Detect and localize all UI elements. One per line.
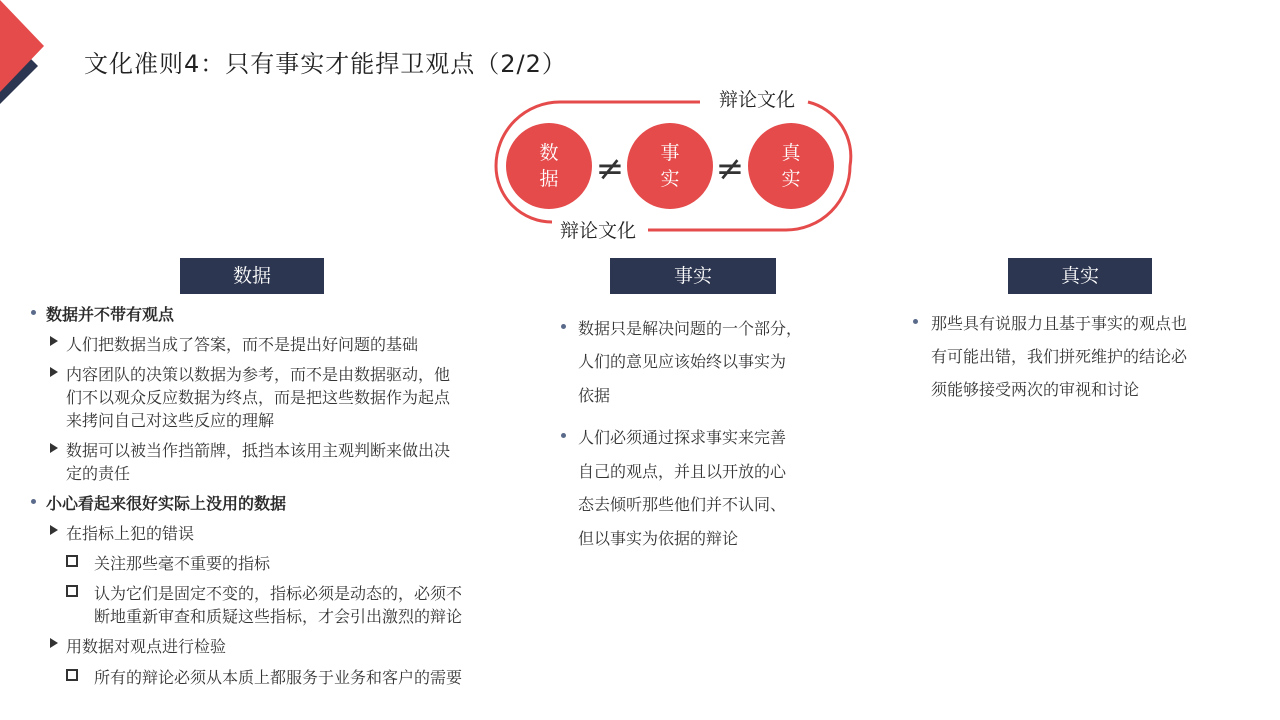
fact-p1-line1: 数据只是解决问题的一个部分， [578, 319, 803, 338]
square-bullet [66, 555, 78, 567]
data-subsub-2-line2: 断地重新审查和质疑这些指标，才会引出激烈的辩论 [94, 607, 463, 626]
data-sub-5: 用数据对观点进行检验 [66, 637, 227, 656]
data-subsub-2-line1: 认为它们是固定不变的，指标必须是动态的，必须不 [94, 584, 463, 603]
header-data: 数据 [180, 258, 324, 294]
data-sub-2-line1: 内容团队的决策以数据为参考，而不是由数据驱动，他 [66, 365, 451, 384]
circle-fact-line1: 事 [660, 142, 680, 164]
circle-data-line2: 据 [539, 168, 559, 190]
data-sub-1: 人们把数据当成了答案，而不是提出好问题的基础 [66, 335, 419, 354]
arrow-bullet [50, 367, 58, 377]
fact-p2-line2: 自己的观点，并且以开放的心 [578, 462, 787, 481]
circle-data-line1: 数 [539, 142, 559, 164]
data-sub-3-line1: 数据可以被当作挡箭牌，抵挡本该用主观判断来做出决 [66, 441, 451, 460]
bullet [913, 319, 918, 324]
header-truth: 真实 [1008, 258, 1152, 294]
bullet [31, 310, 36, 315]
truth-p1-line2: 有可能出错，我们拼死维护的结论必 [931, 347, 1188, 366]
header-fact: 事实 [610, 258, 776, 294]
circle-fact-line2: 实 [660, 168, 680, 190]
data-point-2: 小心看起来很好实际上没用的数据 [46, 494, 287, 513]
arrow-bullet [50, 443, 58, 453]
data-point-1: 数据并不带有观点 [46, 305, 175, 324]
fact-p1-line2: 人们的意见应该始终以事实为 [578, 352, 787, 371]
data-sub-2-line2: 们不以观众反应数据为终点，而是把这些数据作为起点 [66, 388, 451, 407]
data-sub-2-line3: 来拷问自己对这些反应的理解 [66, 411, 275, 430]
data-subsub-3: 所有的辩论必须从本质上都服务于业务和客户的需要 [94, 668, 463, 687]
fact-p2-line1: 人们必须通过探求事实来完善 [578, 428, 787, 447]
debate-culture-diagram [0, 0, 1280, 260]
square-bullet [66, 669, 78, 681]
fact-p2-line3: 态去倾听那些他们并不认同、 [578, 495, 787, 514]
truth-p1-line3: 须能够接受两次的审视和讨论 [931, 380, 1140, 399]
square-bullet [66, 585, 78, 597]
data-sub-3-line2: 定的责任 [66, 464, 131, 483]
arrow-bullet [50, 638, 58, 648]
truth-p1-line1: 那些具有说服力且基于事实的观点也 [931, 314, 1188, 333]
arrow-bullet [50, 336, 58, 346]
fact-p2-line4: 但以事实为依据的辩论 [578, 529, 739, 548]
data-subsub-1: 关注那些毫不重要的指标 [94, 554, 271, 573]
circle-truth [748, 123, 834, 209]
bullet [31, 499, 36, 504]
arrow-bullet [50, 525, 58, 535]
circle-truth-line1: 真 [781, 142, 801, 164]
circle-fact [627, 123, 713, 209]
not-equal-sign-1: ≠ [595, 149, 625, 189]
fact-p1-line3: 依据 [578, 386, 611, 405]
debate-culture-top-label: 辩论文化 [718, 89, 796, 111]
page-title: 文化准则4：只有事实才能捍卫观点（2/2） [84, 50, 567, 78]
circle-truth-line2: 实 [781, 168, 801, 190]
not-equal-sign-2: ≠ [715, 149, 745, 189]
data-sub-4: 在指标上犯的错误 [66, 524, 195, 543]
bullet [561, 324, 566, 329]
circle-data [506, 123, 592, 209]
debate-culture-bottom-label: 辩论文化 [559, 220, 637, 242]
bullet [561, 433, 566, 438]
